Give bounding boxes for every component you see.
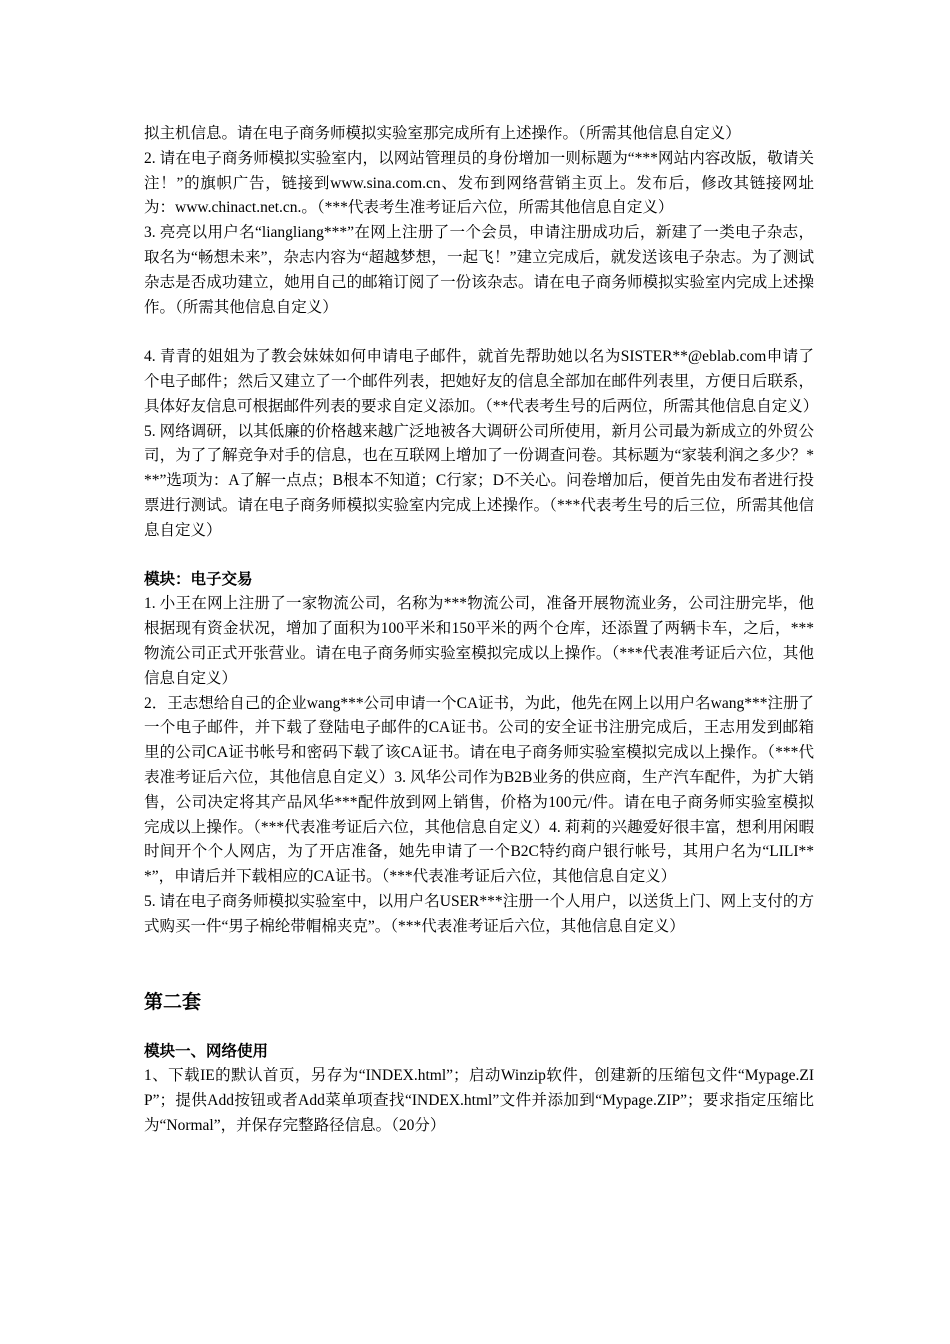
question-3-e-magazine: 3. 亮亮以用户名“liangliang***”在网上注册了一个会员，申请注册成功后，新建了一类电子杂志，取名为“畅想未来”，杂志内容为“超越梦想，一起飞！”建立完成后，就发送该电子杂志。为了测试杂志是否成功建立，她用自己的邮箱订阅了一份该杂志。请在电子商务师模拟实验室内完成上述操作。（所需其他信息自定义） [144,224,814,316]
module-heading-e-commerce: 模块：电子交易 [144,570,253,588]
trade-question-2-4: 2．王志想给自己的企业wang***公司申请一个CA证书，为此，他先在网上以用户名wang***注册了一个电子邮件，并下载了登陆电子邮件的CA证书。公司的安全证书注册完成后，王志用发到邮箱里的公司CA证书帐号和密码下载了该CA证书。请在电子商务师实验室模拟完成以上操作。（***代表准考证后六位，其他信息自定义）3. 风华公司作为B2B业务的供应商，生产汽车配件，为扩大销售，公司决定将其产品风华***配件放到网上销售，价格为100元/件。请在电子商务师实验室模拟完成以上操作。（***代表准考证后六位，其他信息自定义）4. 莉莉的兴趣爱好很丰富，想利用闲暇时间开个个人网店，为了开店准备，她先申请了一个B2C特约商户银行帐号，其用户名为“LILI***”，申请后并下载相应的CA证书。（***代表准考证后六位，其他信息自定义） [144,694,814,886]
paragraph-continued: 拟主机信息。请在电子商务师模拟实验室那完成所有上述操作。（所需其他信息自定义） [144,125,741,142]
section-gap [144,1018,814,1040]
set-title: 第二套 [144,991,202,1013]
question-5-survey: 5. 网络调研，以其低廉的价格越来越广泛地被各大调研公司所使用，新月公司最为新成立的外贸公司，为了了解竞争对手的信息，也在互联网上增加了一份调查问卷。其标题为“家装利润之多少？***”选项为：A了解一点点；B根本不知道；C行家；D不关心。问卷增加后，便首先由发布者进行投票进行测试。请在电子商务师模拟实验室内完成上述操作。（***代表考生号的后三位，所需其他信息自定义） [144,422,814,539]
module-heading-network-use: 模块一、网络使用 [144,1042,269,1060]
section-gap [144,940,814,988]
question-2-banner-ad: 2. 请在电子商务师模拟实验室内，以网站管理员的身份增加一则标题为“***网站内容改版，敬请关注！”的旗帜广告，链接到www.sina.com.cn、发布到网络营销主页上。发布后，修改其链接网址为：www.chinact.net.cn.。（***代表考生准考证后六位，所需其他信息自定义） [144,149,814,217]
section-gap [144,544,814,568]
trade-question-1: 1. 小王在网上注册了一家物流公司，名称为***物流公司，准备开展物流业务，公司注册完毕，他根据现有资金状况，增加了面积为100平米和150平米的两个仓库，还添置了两辆卡车，之后，***物流公司正式开张营业。请在电子商务师实验室模拟完成以上操作。（***代表准考证后六位，其他信息自定义） [144,595,814,687]
document-page [144,122,819,1139]
trade-question-5: 5. 请在电子商务师模拟实验室中，以用户名USER***注册一个人用户，以送货上门、网上支付的方式购买一件“男子棉纶带帽棉夹克”。（***代表准考证后六位，其他信息自定义） [144,892,814,935]
question-4-mailing-list: 4. 青青的姐姐为了教会妹妹如何申请电子邮件，就首先帮助她以名为SISTER**@eblab.com申请了个电子邮件；然后又建立了一个邮件列表，把她好友的信息全部加在邮件列表里，方便日后联系，具体好友信息可根据邮件列表的要求自定义添加。（**代表考生号的后两位，所需其他信息自定义） [144,348,819,415]
blank-line [144,320,814,345]
set2-question-1: 1、下载IE的默认首页，另存为“INDEX.html”；启动Winzip软件，创建新的压缩包文件“Mypage.ZIP”；提供Add按钮或者Add菜单项查找“INDEX.html”文件并添加到“Mypage.ZIP”；要求指定压缩比为“Normal”，并保存完整路径信息。（20分） [144,1067,814,1134]
